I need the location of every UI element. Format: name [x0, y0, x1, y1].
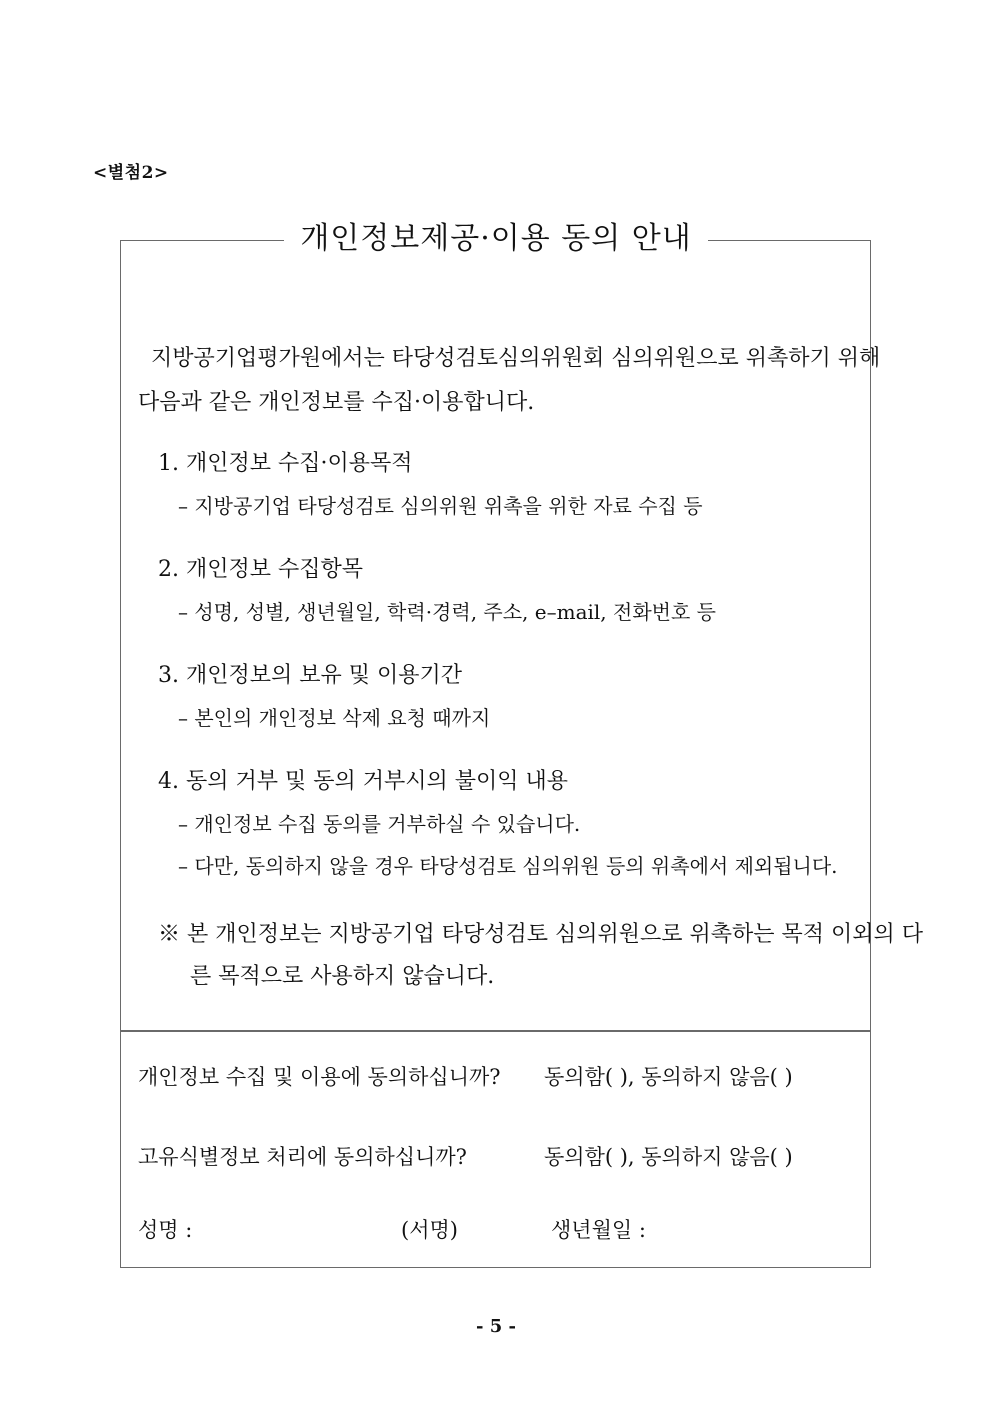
intro-paragraph: [138, 337, 881, 425]
section-divider: [120, 1030, 871, 1032]
section-item: – 지방공기업 타당성검토 심의위원 위촉을 위한 자료 수집 등: [178, 494, 703, 518]
intro-line: 다음과 같은 개인정보를 수집·이용합니다.: [138, 390, 535, 415]
intro-line: 지방공기업평가원에서는 타당성검토심의위원회 심의위원으로 위촉하기 위해: [151, 346, 881, 371]
signature-row: [138, 1214, 850, 1246]
note-line: ※ 본 개인정보는 지방공기업 타당성검토 심의위원으로 위촉하는 목적 이외의 다: [158, 922, 924, 947]
section-purpose: [158, 449, 703, 521]
section-retention-period: [158, 661, 490, 733]
section-item: – 다만, 동의하지 않을 경우 타당성검토 심의위원 등의 위촉에서 제외됩니다.: [178, 854, 838, 878]
notice-note: [158, 914, 924, 998]
section-heading: 2. 개인정보 수집항목: [158, 557, 363, 582]
section-item: – 본인의 개인정보 삭제 요청 때까지: [178, 706, 491, 730]
question-text: 고유식별정보 처리에 동의하십니까?: [138, 1145, 467, 1169]
consent-choice-field[interactable]: 동의함( ), 동의하지 않음( ): [544, 1065, 793, 1089]
birthdate-field-label[interactable]: 생년월일 :: [551, 1218, 646, 1242]
section-item: – 성명, 성별, 생년월일, 학력·경력, 주소, e–mail, 전화번호 등: [178, 600, 716, 624]
form-title: 개인정보제공·이용 동의 안내: [284, 219, 707, 259]
consent-choice-field[interactable]: 동의함( ), 동의하지 않음( ): [544, 1145, 793, 1169]
question-text: 개인정보 수집 및 이용에 동의하십니까?: [138, 1065, 501, 1089]
consent-question-unique-id: [138, 1141, 850, 1173]
section-heading: 1. 개인정보 수집·이용목적: [158, 451, 413, 476]
page-number: - 5 -: [476, 1316, 516, 1337]
section-item: – 개인정보 수집 동의를 거부하실 수 있습니다.: [178, 812, 581, 836]
section-items-collected: [158, 555, 716, 627]
note-line: 른 목적으로 사용하지 않습니다.: [190, 964, 495, 989]
name-field-label[interactable]: 성명 :: [138, 1218, 193, 1242]
section-heading: 4. 동의 거부 및 동의 거부시의 불이익 내용: [158, 769, 568, 794]
signature-field-label[interactable]: (서명): [401, 1218, 458, 1242]
section-refusal: [158, 767, 838, 881]
consent-question-personal-info: [138, 1061, 850, 1093]
section-heading: 3. 개인정보의 보유 및 이용기간: [158, 663, 462, 688]
attachment-label: <별첨2>: [93, 163, 169, 183]
